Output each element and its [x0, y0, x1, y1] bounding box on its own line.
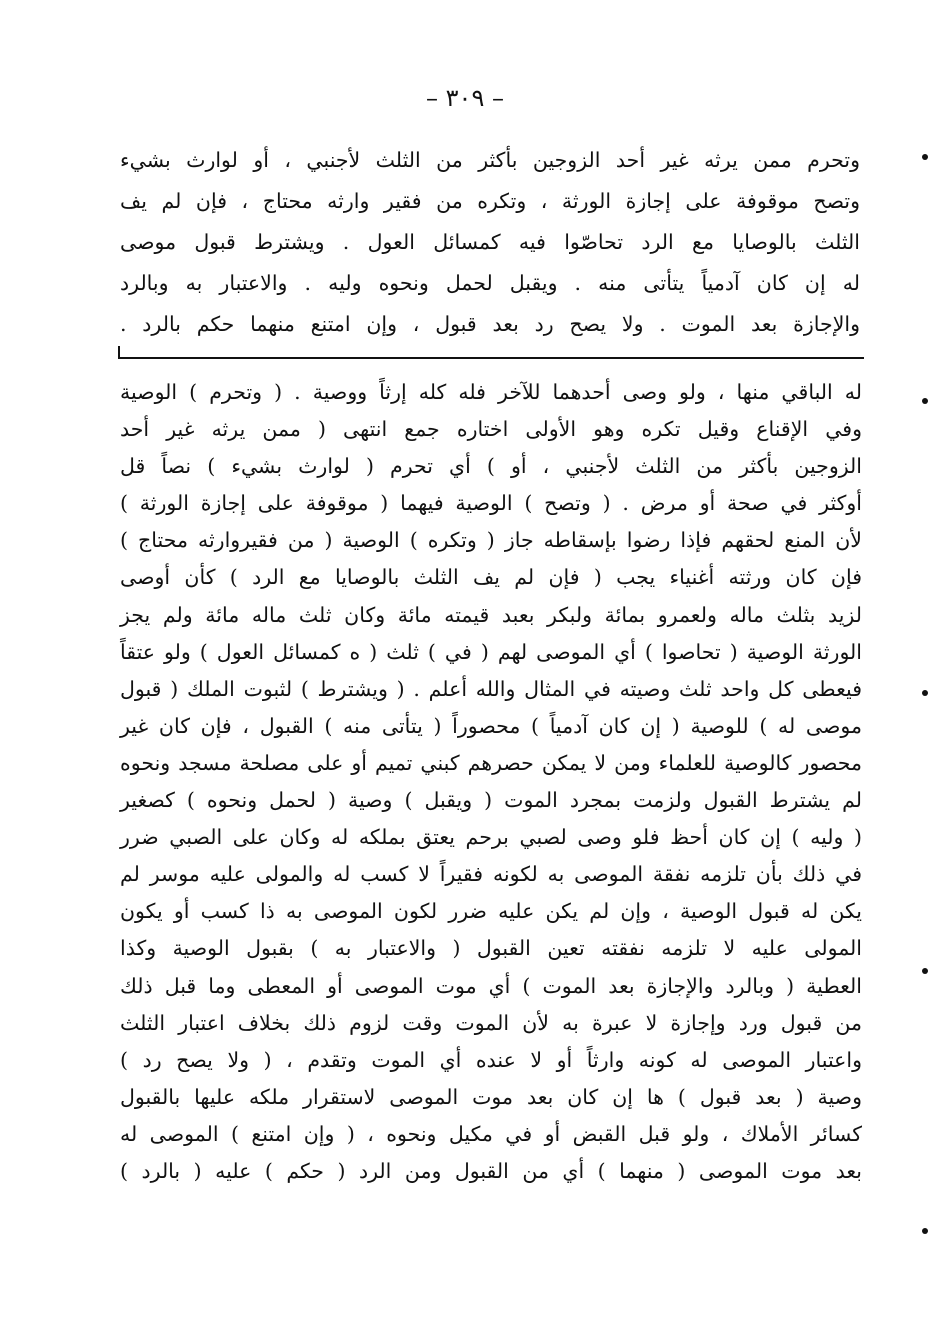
- section-divider: [118, 357, 864, 359]
- commentary-line: بعد موت الموصى ( منهما ) أي من القبول ومن الرد ( حكم ) عليه ( بالرد ): [120, 1158, 862, 1183]
- commentary-line: له الباقي منها ، ولو وصى أحدهما للآخر فله كله إرثاً ووصية . ( وتحرم ) الوصية: [120, 380, 862, 404]
- commentary-line: محصور كالوصية للعلماء ومن لا يمكن حصرهم كبني تميم أو على مصلحة مسجد ونحوه: [120, 750, 862, 775]
- commentary-line: لزيد بثلث ماله ولعمرو بمائة ولبكر بعبد قيمته مائة وكان ثلث ماله مائة ولم يجز: [120, 602, 862, 627]
- binding-hole-mark: [922, 154, 928, 160]
- commentary-line: فإن كان ورثته أغنياء يجب ( فإن لم يف الثلث بالوصايا مع الرد ) كأن أوصى: [120, 565, 862, 590]
- commentary-line: يكن له قبول الوصية ، وإن لم يكن عليه ضرر لكون الموصى به ذا كسب أو يكون: [120, 899, 862, 924]
- commentary-line: واعتبار الموصى له كونه وارثاً أو لا عنده أي الموت وتقدم ، ( ولا يصح رد ): [120, 1047, 862, 1072]
- binding-hole-mark: [922, 690, 928, 696]
- commentary-line: أوكثر في صحة أو مرض . ( وتصح ) الوصية فيهما ( موقوفة على إجازة الورثة ): [120, 491, 862, 516]
- binding-hole-mark: [922, 968, 928, 974]
- commentary-line: في ذلك بأن تلزمه نفقة الموصى به لكونه فقيراً لا كسب له والمولى عليه موسر لم: [120, 862, 862, 887]
- commentary-line: لم يشترط القبول ولزمت بمجرد الموت ( ويقبل ) وصية ( لحمل ونحوه ) كصغير: [120, 788, 862, 813]
- commentary-line: من قبول ورد وإجازة لا عبرة به لأن الموت وقت لزوم ذلك بخلاف اعتبار الثلث: [120, 1010, 862, 1035]
- commentary-line: الزوجين بأكثر من الثلث لأجنبي ، أو ) أي تحرم ( لوارث بشيء ) نصاً قل: [120, 454, 862, 479]
- main-text-line: وتحرم ممن يرثه غير أحد الزوجين بأكثر من الثلث لأجنبي ، أو لوارث بشيء: [120, 148, 860, 172]
- commentary-line: موصى له ) للوصية ( إن كان آدمياً ) محصوراً ( يتأتى منه ) القبول ، فإن كان غير: [120, 713, 862, 738]
- page-number: – ٣٠٩ –: [426, 84, 504, 112]
- commentary-line: وصية ( بعد قبول ) ها إن كان بعد موت الموصى لاستقرار ملكه عليها بالقبول: [120, 1084, 862, 1109]
- commentary-line: فيعطى كل واحد ثلث وصيته في المثال والله أعلم . ( ويشترط ) لثبوت الملك ( قبول: [120, 676, 862, 701]
- main-text-line: له إن كان آدمياً يتأتى منه . ويقبل لحمل ونحوه وليه . والاعتبار به وبالرد: [120, 271, 860, 295]
- commentary-line: وفي الإقناع وقيل تكره وهو الأولى اختاره جمع انتهى ( ممن يرثه غير أحد: [120, 417, 862, 442]
- commentary-block: [120, 374, 862, 1190]
- binding-hole-mark: [922, 398, 928, 404]
- main-text-line: وتصح موقوفة على إجازة الورثة ، وتكره من فقير وارثه محتاج ، فإن لم يف: [120, 189, 860, 213]
- commentary-line: المولى عليه لا تلزمه نفقته تعين القبول ( والاعتبار به ) بقبول الوصية وكذا: [120, 936, 862, 961]
- binding-hole-mark: [922, 1228, 928, 1234]
- commentary-line: العطية ( وبالرد والإجازة بعد الموت ) أي موت الموصى أو المعطى وما قبل ذلك: [120, 973, 862, 998]
- commentary-line: ( وليه ) إن كان أحظ فلو وصى لصبي برحم يعتق بملكه له وكان على الصبي ضرر: [120, 825, 862, 850]
- main-text-block: [120, 140, 860, 345]
- main-text-line: والإجازة بعد الموت . ولا يصح رد بعد قبول ، وإن امتنع منهما حكم بالرد .: [120, 312, 860, 336]
- commentary-line: لأن المنع لحقهم فإذا رضوا بإسقاطه جاز ( وتكره ) الوصية ( من فقيروارثه محتاج ): [120, 528, 862, 553]
- commentary-line: كسائر الأملاك ، ولو قبل القبض أو في مكيل ونحوه ، ( وإن امتنع ) الموصى له: [120, 1121, 862, 1146]
- main-text-line: الثلث بالوصايا مع الرد تحاصّوا فيه كمسائل العول . ويشترط قبول موصى: [120, 230, 860, 254]
- commentary-line: الورثة الوصية ( تحاصوا ) أي الموصى لهم ( في ) ثلث ( ه كمسائل العول ) ولو عتقاً: [120, 639, 862, 664]
